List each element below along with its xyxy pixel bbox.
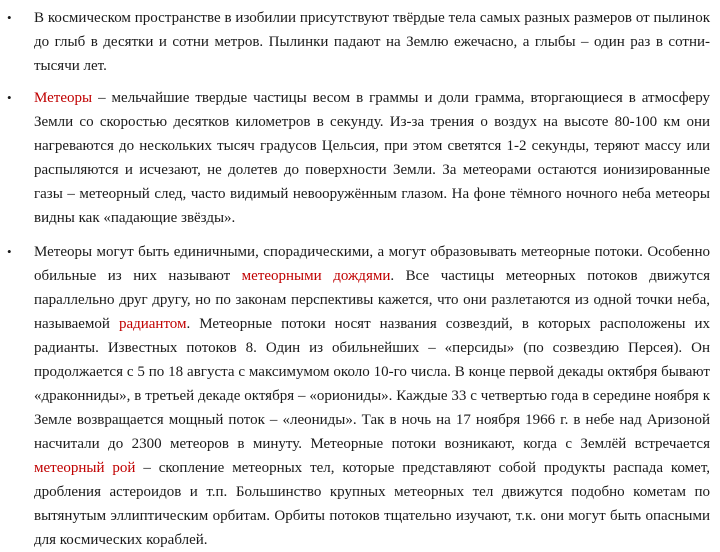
term-meteors: Метеоры [34, 90, 93, 106]
list-item-meteor-showers [0, 240, 720, 552]
paragraph-text: – мельчайшие твердые частицы весом в граммы и доли грамма, вторгающиеся в атмосферу Земли со скоростью десятков километров в секунду. Из-за трения о воздух на высоте 80-100 км они нагреваются до нескольких тысяч градусов Цельсия, при этом светятся 1-2 секунды, теряют массу или распыляются и исчезают, не долетев до поверхности Земли. За метеорами остаются ионизированные газы – метеорный след, часто видимый невооружённым глазом. На фоне тёмного ночного неба метеоры видны как «падающие звёзды». [34, 90, 710, 226]
paragraph-text: . Метеорные потоки носят названия созвездий, в которых расположены их радианты. Известных потоков 8. Один из обильнейших – «персиды» (по созвездию Персея). Он продолжается с 5 по 18 августа с максимумом около 10-го числа. В конце первой декады октября бывают «драконниды», в третьей декаде октября – «ориониды». Каждые 33 с четвертью года в середине ноября к Земле возвращается мощный поток – «леониды». Так в ночь на 17 ноября 1966 г. в небе над Аризоной насчитали до 2300 метеоров в минуту. Метеорные потоки возникают, когда с Землёй встречается [34, 316, 710, 452]
list-item-meteors [0, 86, 720, 230]
paragraph-meteor-showers [34, 240, 710, 552]
paragraph-text: Метеоры могут быть единичными, спорадическими, а могут образовывать метеорные потоки. Особенно обильные из них называют [34, 244, 710, 284]
list-item-space-bodies [0, 6, 720, 78]
paragraph-text: В космическом пространстве в изобилии присутствуют твёрдые тела самых разных размеров от пылинок до глыб в десятки и сотни метров. Пылинки падают на Землю ежечасно, а глыбы – один раз в сотни-тысячи лет. [34, 10, 710, 74]
bullet-icon: • [7, 244, 12, 259]
paragraph-text: . Все частицы метеорных потоков движутся параллельно друг другу, но по законам перспективы кажется, что они разлетаются из одной точки неба, называемой [34, 268, 710, 332]
term-meteor-showers: метеорными дождями [241, 268, 391, 284]
paragraph-text: – скопление метеорных тел, которые представляют собой продукты распада комет, дробления астероидов и т.п. Большинство крупных метеорных тел движутся подобно кометам по вытянутым эллиптическим орбитам. Орбиты потоков тщательно изучают, т.к. они могут быть опасными для космических кораблей. [34, 460, 710, 548]
bullet-icon: • [7, 10, 12, 25]
term-radiant: радиантом [118, 316, 187, 332]
paragraph-space-bodies [34, 6, 710, 78]
paragraph-meteors [34, 86, 710, 230]
bullet-icon: • [7, 90, 12, 105]
term-meteor-swarm: метеорный рой [34, 460, 136, 476]
document-body [0, 6, 720, 552]
